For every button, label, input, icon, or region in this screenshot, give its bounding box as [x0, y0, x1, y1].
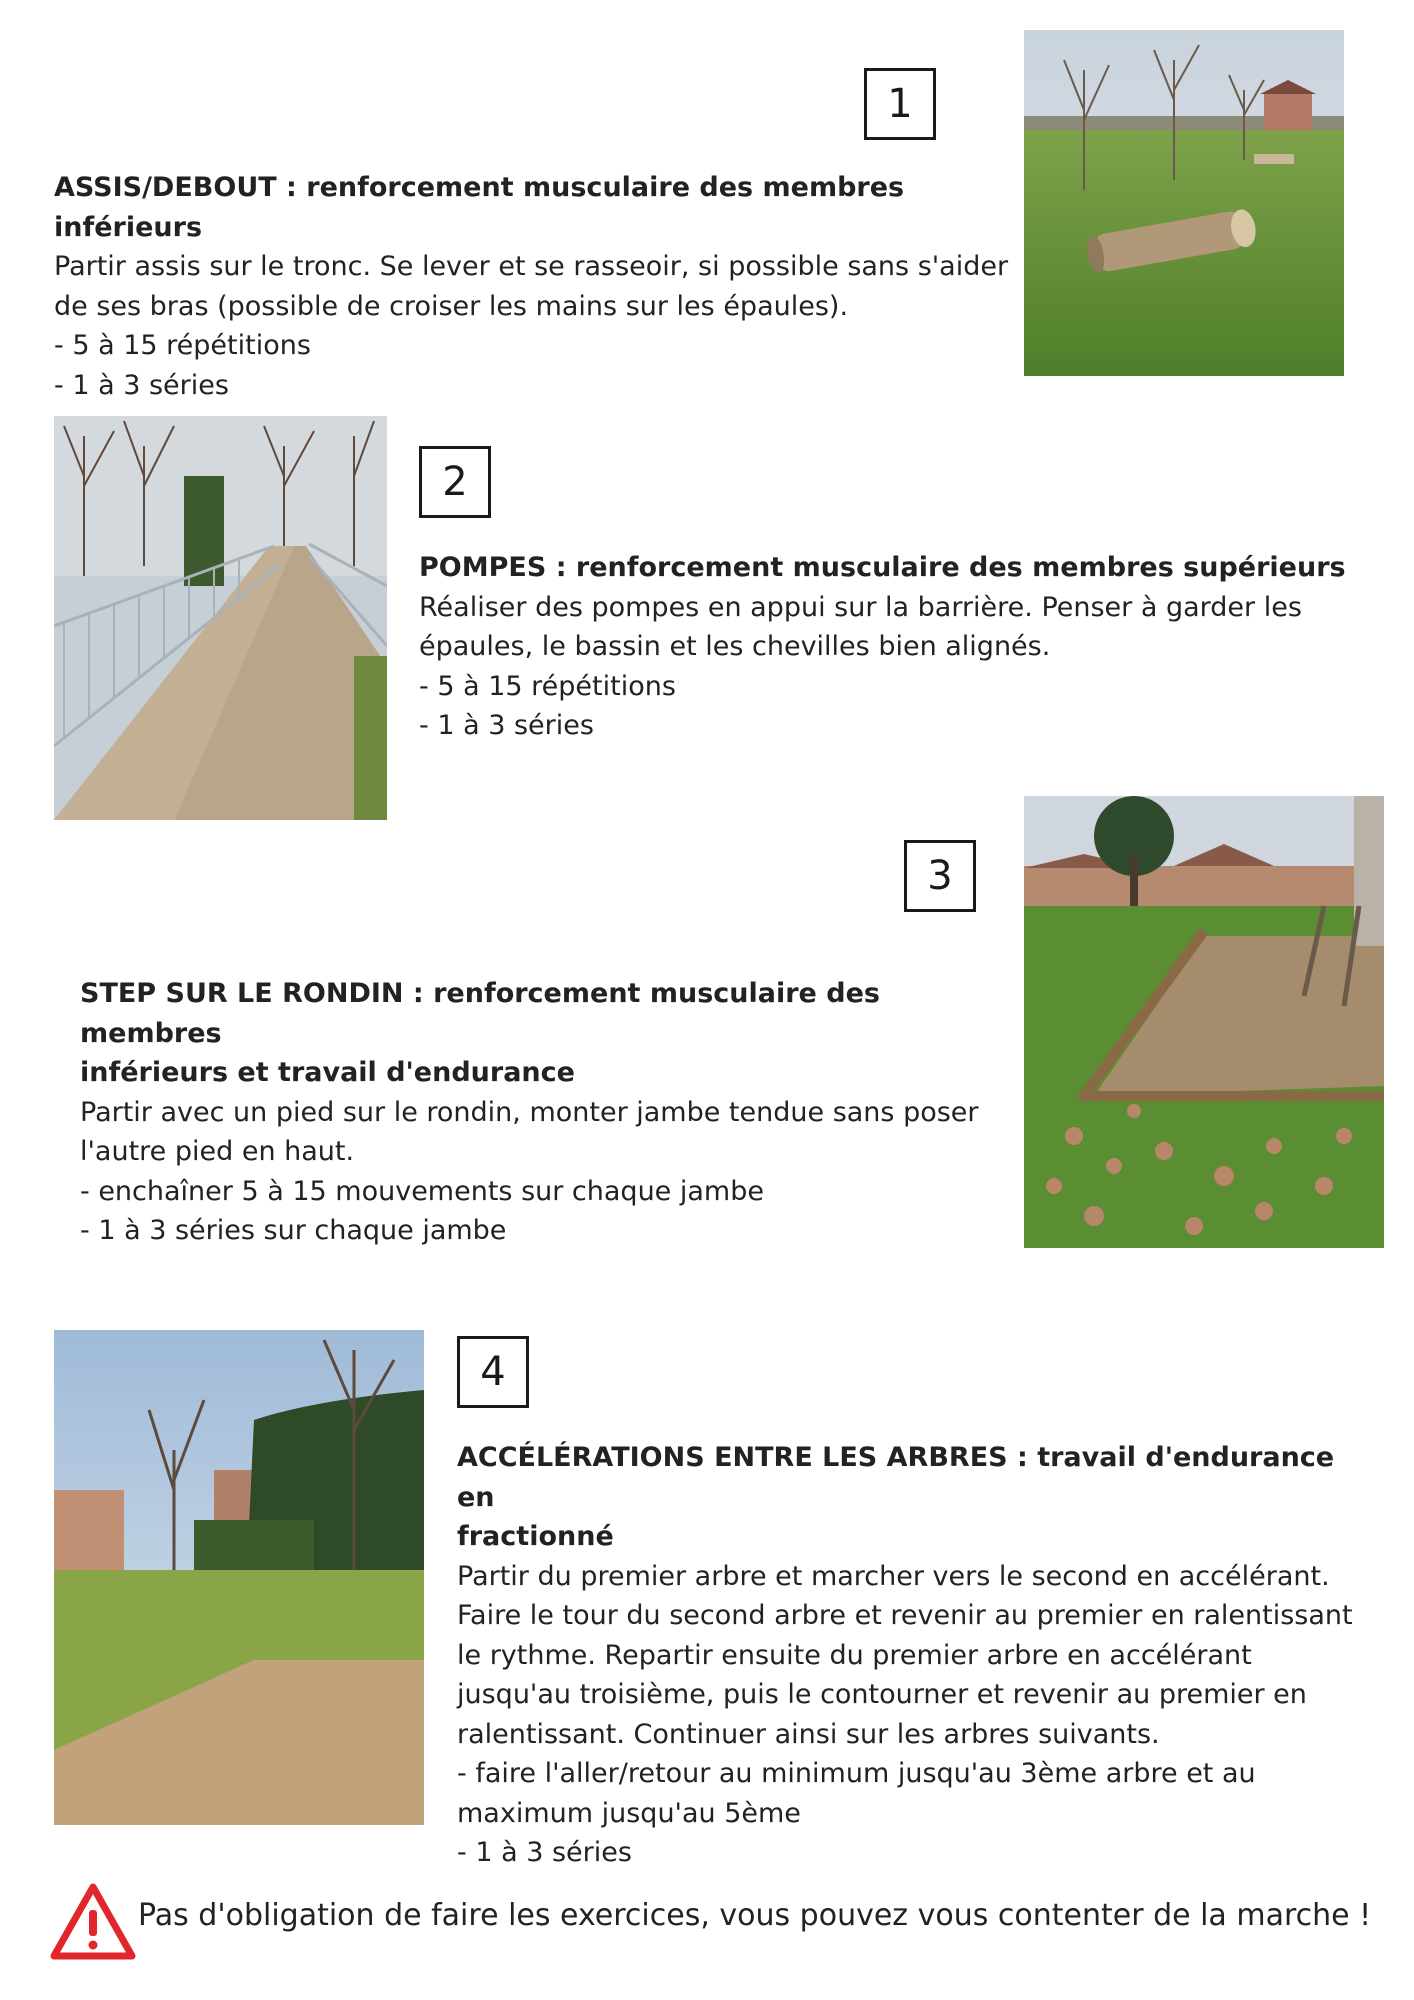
exercise-4-line-6: - faire l'aller/retour au minimum jusqu'au 3ème arbre et au: [457, 1758, 1256, 1789]
photo-log-in-park: [1024, 30, 1344, 376]
exercise-4-line-1: Partir du premier arbre et marcher vers le second en accélérant.: [457, 1560, 1330, 1592]
exercise-3-text: [80, 974, 1010, 1251]
exercise-3-line-1: Partir avec un pied sur le rondin, monter jambe tendue sans poser: [80, 1096, 979, 1128]
photo-row-of-trees: [54, 1330, 424, 1825]
exercise-1-text: [54, 168, 1014, 405]
exercise-3-title-line-2: inférieurs et travail d'endurance: [80, 1057, 575, 1088]
exercise-4-line-4: jusqu'au troisième, puis le contourner et revenir au premier en: [457, 1679, 1307, 1710]
exercise-3-line-2: l'autre pied en haut.: [80, 1136, 355, 1167]
exercise-1-title: ASSIS/DEBOUT : renforcement musculaire des membres inférieurs: [54, 172, 905, 243]
footer-note: [20, 1876, 1394, 1976]
exercise-2-line-1: Réaliser des pompes en appui sur la barrière. Penser à garder les: [419, 591, 1302, 623]
exercise-4-line-5: ralentissant. Continuer ainsi sur les arbres suivants.: [457, 1718, 1160, 1750]
exercise-4-text: [457, 1438, 1377, 1873]
exercise-2-line-4: - 1 à 3 séries: [419, 710, 594, 741]
exercise-4-line-3: le rythme. Repartir ensuite du premier arbre en accélérant: [457, 1639, 1252, 1671]
warning-triangle-icon: [50, 1882, 136, 1962]
exercise-2-line-2: épaules, le bassin et les chevilles bien alignés.: [419, 631, 1051, 662]
photo-wooden-log-border: [1024, 796, 1384, 1248]
exercise-2-title: POMPES : renforcement musculaire des membres supérieurs: [419, 552, 1346, 583]
exercise-1-line-3: - 5 à 15 répétitions: [54, 330, 311, 361]
exercise-number-1: 1: [864, 68, 936, 140]
exercise-number-4: 4: [457, 1336, 529, 1408]
exercise-3-line-4: - 1 à 3 séries sur chaque jambe: [80, 1215, 507, 1246]
exercise-1-line-1: Partir assis sur le tronc. Se lever et se rasseoir, si possible sans s'aider: [54, 251, 1009, 282]
exercise-2-text: [419, 548, 1359, 746]
exercise-4-title-line-2: fractionné: [457, 1521, 614, 1552]
exercise-number-3: 3: [904, 840, 976, 912]
exercise-1-line-2: de ses bras (possible de croiser les mains sur les épaules).: [54, 290, 849, 322]
exercise-number-2: 2: [419, 446, 491, 518]
footer-note-text: Pas d'obligation de faire les exercices, vous pouvez vous contenter de la marche !: [138, 1898, 1372, 1933]
exercise-3-title-line-1: STEP SUR LE RONDIN : renforcement musculaire des membres: [80, 978, 880, 1049]
exercise-2-line-3: - 5 à 15 répétitions: [419, 670, 676, 702]
exercise-4-line-8: - 1 à 3 séries: [457, 1837, 632, 1868]
exercise-4-title-line-1: ACCÉLÉRATIONS ENTRE LES ARBRES : travail d'endurance en: [457, 1442, 1335, 1513]
exercise-3-line-3: - enchaîner 5 à 15 mouvements sur chaque jambe: [80, 1175, 764, 1207]
photo-footbridge: [54, 416, 387, 820]
exercise-4-line-7: maximum jusqu'au 5ème: [457, 1797, 801, 1829]
exercise-4-line-2: Faire le tour du second arbre et revenir au premier en ralentissant: [457, 1600, 1353, 1631]
exercise-1-line-4: - 1 à 3 séries: [54, 369, 229, 401]
